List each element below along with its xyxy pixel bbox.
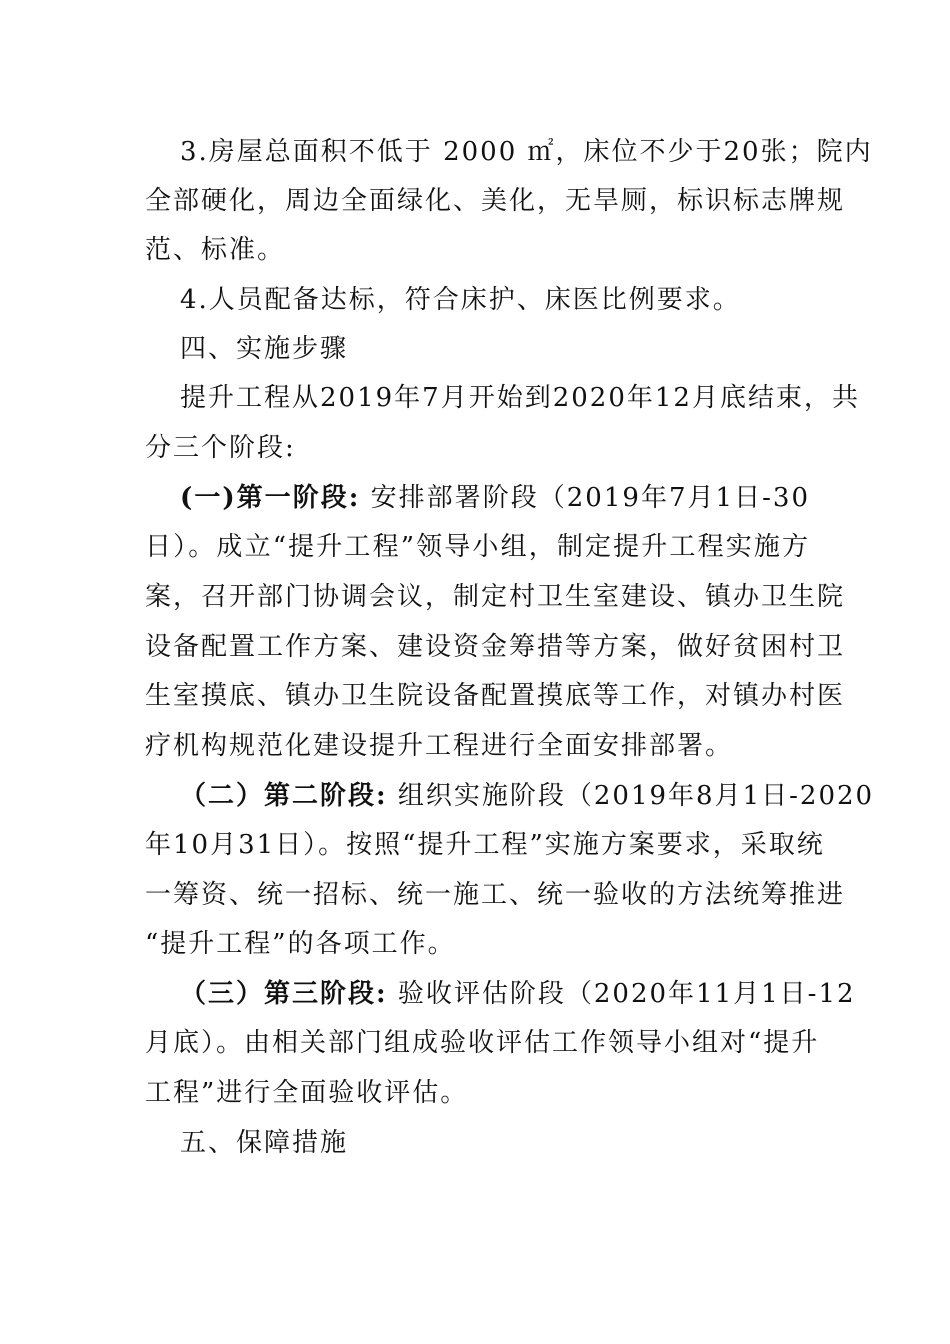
paragraph-line: 范、标准。 [145,235,286,265]
paragraph-line: 生室摸底、镇办卫生院设备配置摸底等工作，对镇办村医 [145,681,846,711]
paragraph-line: 工程”进行全面验收评估。 [145,1078,469,1108]
paragraph-line: 案，召开部门协调会议，制定村卫生室建设、镇办卫生院 [145,582,846,612]
paragraph-line: 一筹资、统一招标、统一施工、统一验收的方法统筹推进 [145,880,846,910]
paragraph-line: 4.人员配备达标，符合床护、床医比例要求。 [180,285,741,315]
paragraph-line: 3.房屋总面积不低于 2000 ㎡，床位不少于20张；院内 [180,137,873,167]
section-heading: 五、保障措施 [180,1128,349,1158]
stage-two-text: 组织实施阶段（2019年8月1日-2020 [387,781,875,811]
paragraph-line: 月底）。由相关部门组成验收评估工作领导小组对“提升 [145,1028,820,1058]
stage-one-heading: (一)第一阶段: [180,483,361,513]
paragraph-line: “提升工程”的各项工作。 [145,929,456,959]
stage-three-heading: （三）第三阶段: [180,979,388,1009]
stage-two-line [180,774,875,818]
stage-one-line [180,476,810,520]
stage-three-text: 验收评估阶段（2020年11月1日-12 [387,979,856,1009]
paragraph-line: 提升工程从2019年7月开始到2020年12月底结束，共 [180,383,860,413]
stage-three-line [180,972,856,1016]
paragraph-line: 疗机构规范化建设提升工程进行全面安排部署。 [145,731,734,761]
stage-two-heading: （二）第二阶段: [180,781,388,811]
paragraph-line: 日）。成立“提升工程”领导小组，制定提升工程实施方 [145,532,810,562]
stage-one-text: 安排部署阶段（2019年7月1日-30 [360,483,811,513]
paragraph-line: 全部硬化，周边全面绿化、美化，无旱厕，标识标志牌规 [145,186,846,216]
paragraph-line: 年10月31日）。按照“提升工程”实施方案要求，采取统 [145,830,825,860]
section-heading: 四、实施步骤 [180,334,349,364]
paragraph-line: 设备配置工作方案、建设资金筹措等方案，做好贫困村卫 [145,632,846,662]
paragraph-line: 分三个阶段: [145,433,296,463]
